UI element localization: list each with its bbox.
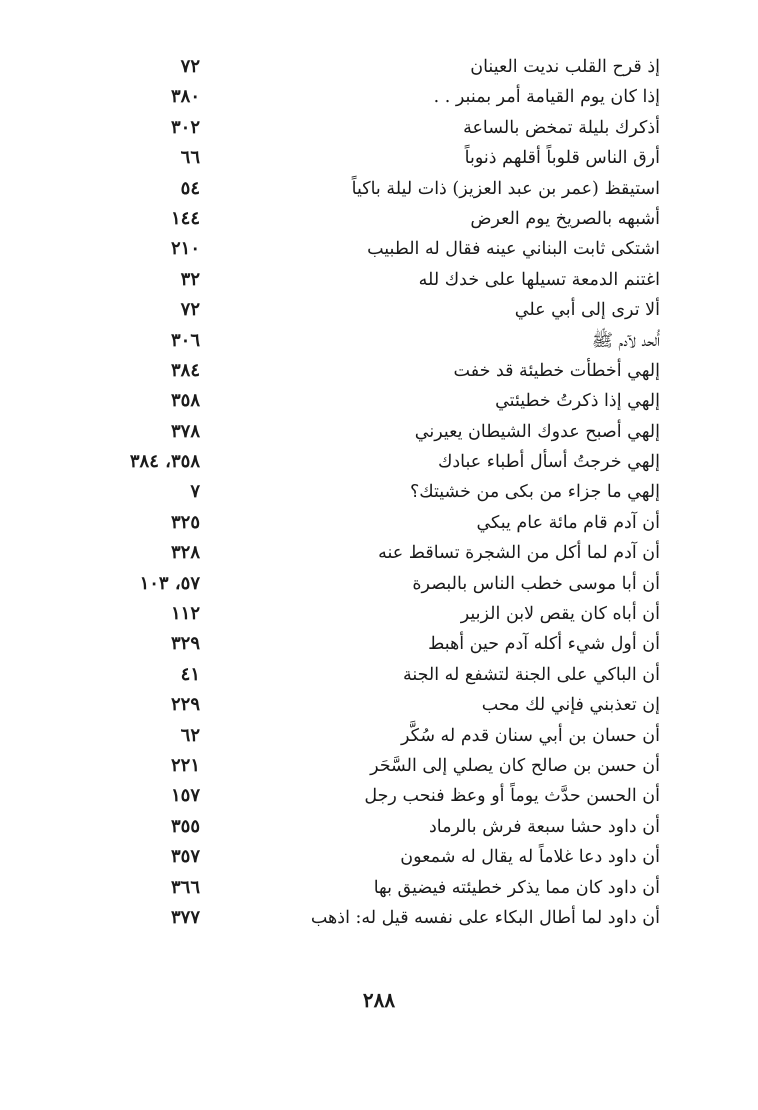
entry-text: أن آدم لما أكل من الشجرة تساقط عنه [378,543,660,564]
entry-text: ألا ترى إلى أبي علي [514,300,660,321]
index-entry [90,326,660,356]
entry-page-numbers: ٣٢٨ [170,542,200,564]
index-entry [90,417,660,447]
entry-text: أن داود دعا غلاماً له يقال له شمعون [400,847,660,868]
index-entry [90,812,660,842]
entry-text: إلهي ما جزاء من بكى من خشيتك؟ [409,482,660,503]
entry-page-numbers: ٥٧، ١٠٣ [139,572,200,594]
entry-text: إلهي إذا ذكرتُ خطيئتي [495,391,660,412]
index-entry [90,295,660,325]
entry-text: أن آدم قام مائة عام يبكي [476,512,660,533]
index-entry [90,751,660,781]
entry-text: أشبهه بالصريخ يوم العرض [470,208,660,229]
entry-text: إذا كان يوم القيامة أمر بمنبر . . [433,87,660,108]
entry-page-numbers: ٣٥٨ [170,390,200,412]
entry-text: أن حسن بن صالح كان يصلي إلى السَّحَر [370,755,660,776]
entry-page-numbers: ٣٥٧ [170,846,200,868]
index-entry [90,690,660,720]
entry-text: إذ قرح القلب نديت العينان [470,57,660,77]
entry-page-numbers: ٥٤ [180,177,200,199]
index-entry [90,873,660,903]
entry-page-numbers: ٧٢ [180,299,200,321]
index-entry [90,629,660,659]
index-entry [90,386,660,416]
index-entry [90,508,660,538]
entry-page-numbers: ٣٦٦ [170,876,200,898]
entry-page-numbers: ٧٢ [180,56,200,77]
entry-text: أن أباه كان يقص لابن الزبير [460,604,660,625]
entry-page-numbers: ٧ [190,481,200,503]
index-entry [90,477,660,507]
entry-page-numbers: ٦٢ [180,724,200,746]
entry-page-numbers: ٢١٠ [170,238,200,260]
entry-text: أن الحسن حدَّث يوماً أو وعظ فنحب رجل [364,786,660,807]
entry-text: إلهي أخطأت خطيئة قد خفت [453,360,660,381]
index-entry [90,174,660,204]
entry-text: أرق الناس قلوباً أقلهم ذنوباً [464,148,660,169]
index-entry [90,113,660,143]
page-number: ٢٨٨ [362,988,396,1012]
entry-text: إن تعذبني فإني لك محب [481,695,660,716]
entry-page-numbers: ٣٠٦ [170,329,200,351]
entry-page-numbers: ٣٢٩ [170,633,200,655]
entry-text: اغتنم الدمعة تسيلها على خدك لله [418,269,660,290]
index-entry [90,143,660,173]
index-list [90,52,660,933]
entry-page-numbers: ٢٢١ [170,754,200,776]
index-entry [90,265,660,295]
entry-text: أن الباكي على الجنة لتشفع له الجنة [402,664,660,685]
entry-page-numbers: ٦٦ [180,147,200,169]
entry-text: أُلحد لآدم ﷺ [591,330,660,351]
entry-page-numbers: ١١٢ [170,603,200,625]
entry-text: أن حسان بن أبي سنان قدم له سُكَّر [401,725,660,746]
index-entry [90,447,660,477]
index-entry [90,234,660,264]
entry-page-numbers: ٣٢ [180,268,200,290]
index-entry [90,660,660,690]
entry-page-numbers: ٣٨٤ [170,359,200,381]
entry-page-numbers: ١٥٧ [170,785,200,807]
index-entry [90,569,660,599]
index-entry [90,204,660,234]
entry-page-numbers: ١٤٤ [170,207,200,229]
entry-text: أن داود حشا سبعة فرش بالرماد [428,816,660,837]
entry-page-numbers: ٣٢٥ [170,511,200,533]
entry-text: أن داود لما أطال البكاء على نفسه قيل له: اذهب [310,907,660,928]
index-entry [90,721,660,751]
index-entry [90,781,660,811]
index-entry [90,52,660,82]
entry-page-numbers: ٣٥٨، ٣٨٤ [129,451,200,473]
entry-text: أن أول شيء أكله آدم حين أهبط [428,634,660,655]
index-entry [90,599,660,629]
entry-page-numbers: ٣٧٧ [170,906,200,928]
index-entry [90,538,660,568]
entry-page-numbers: ٤١ [180,663,200,685]
entry-text: أذكرك بليلة تمخض بالساعة [463,117,660,138]
entry-text: إلهي أصبح عدوك الشيطان يعيرني [414,421,660,442]
entry-text: استيقظ (عمر بن عبد العزيز) ذات ليلة باكياً [351,178,660,199]
entry-page-numbers: ٣٠٢ [170,116,200,138]
entry-page-numbers: ٢٢٩ [170,694,200,716]
entry-text: أن أبا موسى خطب الناس بالبصرة [412,573,660,594]
index-entry [90,82,660,112]
index-entry [90,842,660,872]
entry-page-numbers: ٣٨٠ [170,86,200,108]
entry-text: اشتكى ثابت البناني عينه فقال له الطبيب [367,239,660,260]
entry-page-numbers: ٣٥٥ [170,815,200,837]
entry-page-numbers: ٣٧٨ [170,420,200,442]
index-entry [90,356,660,386]
entry-text: أن داود كان مما يذكر خطيئته فيضيق بها [373,877,660,898]
index-entry [90,903,660,933]
entry-text: إلهي خرجتُ أسأل أطباء عبادك [437,452,660,473]
